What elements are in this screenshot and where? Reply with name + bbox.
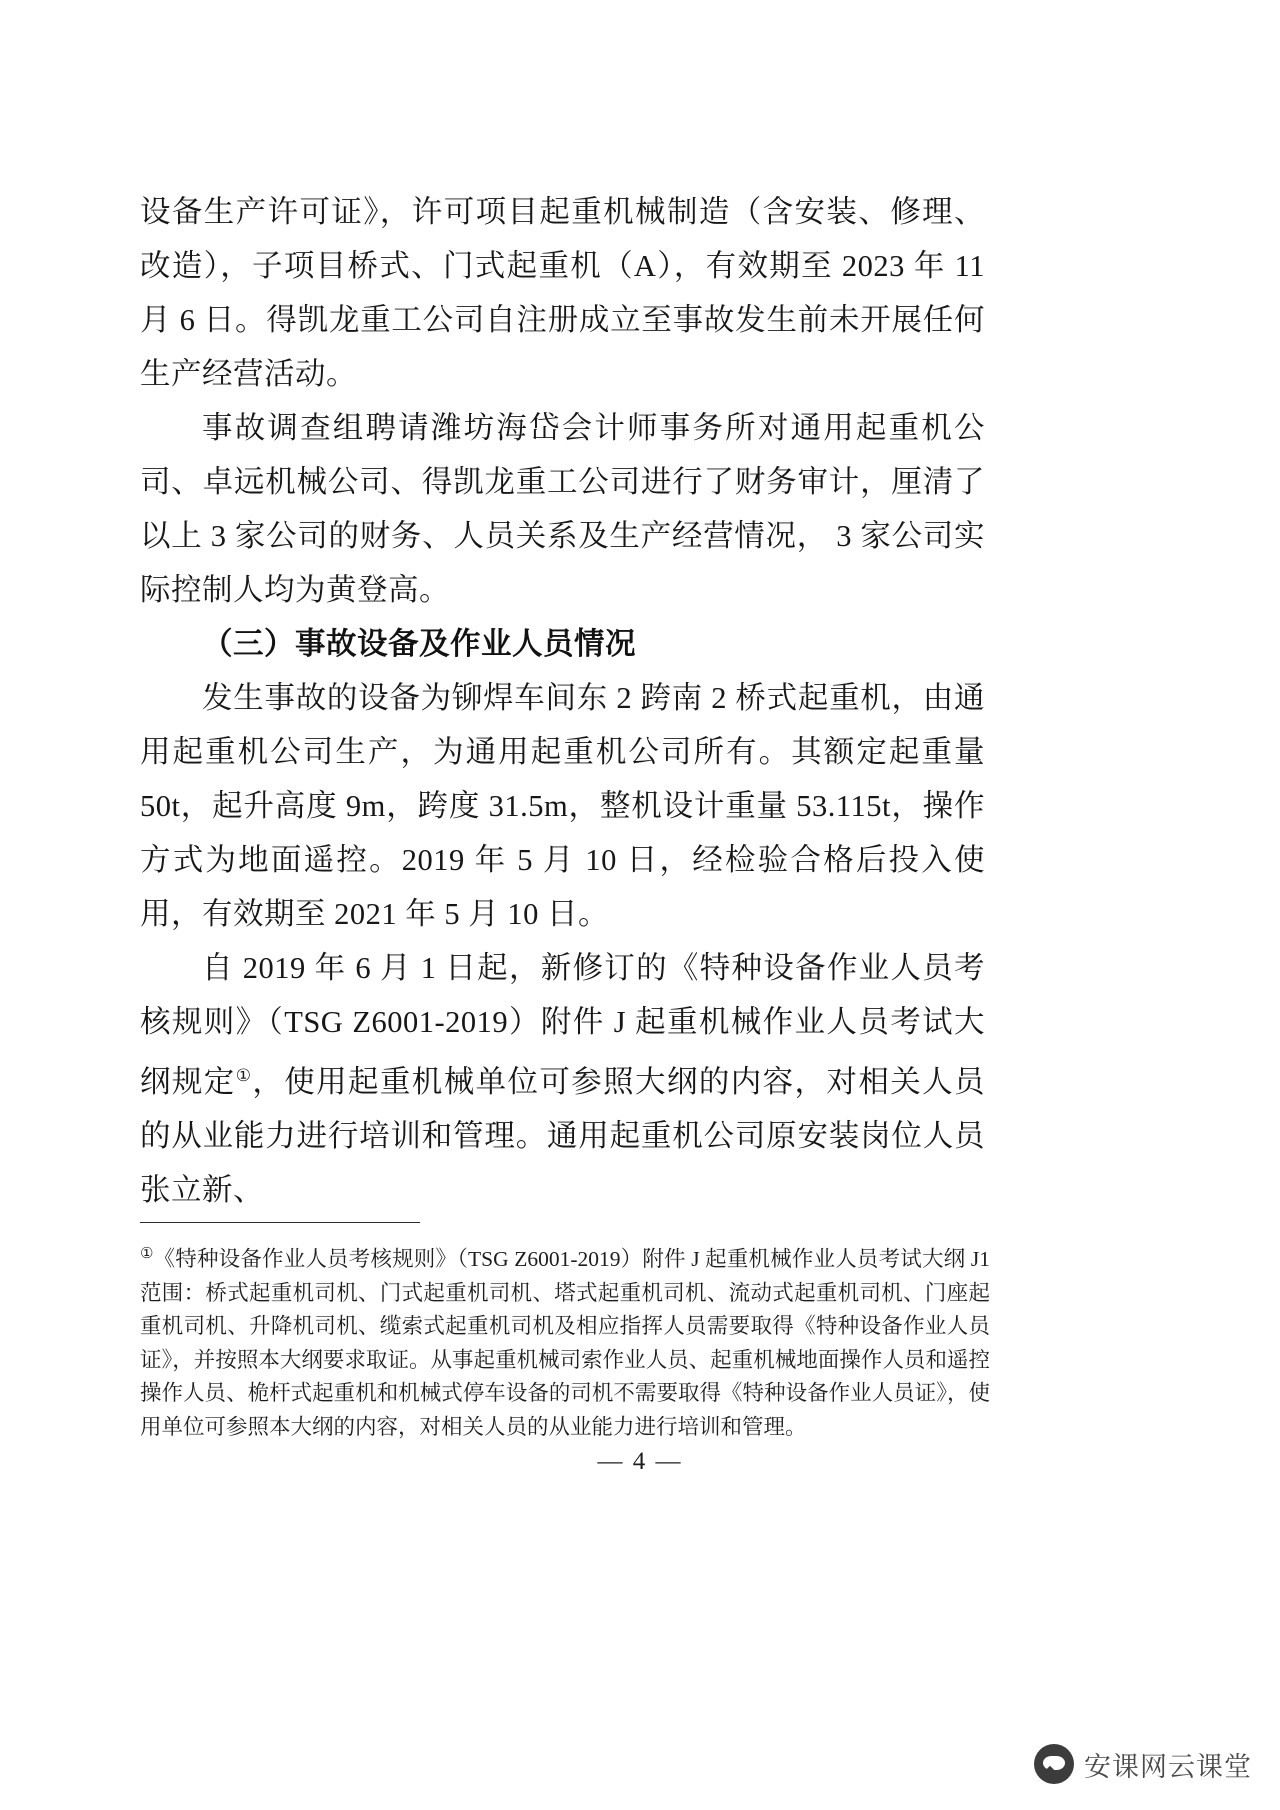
page-number: — 4 — (597, 1448, 683, 1475)
paragraph-audit: 事故调查组聘请潍坊海岱会计师事务所对通用起重机公司、卓远机械公司、得凯龙重工公司进行了财务审计，厘清了以上 3 家公司的财务、人员关系及生产经营情况， 3 家公司实际控制人均为黄登高。 (140, 411, 985, 607)
paragraph-rules-after: ，使用起重机械单位可参照大纲的内容，对相关人员的从业能力进行培训和管理。通用起重机公司原安装岗位人员张立新、 (140, 1065, 985, 1208)
paragraph-continued: 设备生产许可证》，许可项目起重机械制造（含安装、修理、改造），子项目桥式、门式起重机（A），有效期至 2023 年 11 月 6 日。得凯龙重工公司自注册成立至事故发生前未开展任何生产经营活动。 (140, 195, 985, 391)
watermark (1034, 1744, 1252, 1784)
paragraph-rules-before: 自 2019 年 6 月 1 日起，新修订的《特种设备作业人员考核规则》（TSG Z6001-2019）附件 J 起重机械作业人员考试大纲规定 (140, 951, 985, 1100)
watermark-label: 安课网云课堂 (1084, 1751, 1252, 1782)
footnote-reference-marker: ① (235, 1066, 253, 1085)
page-content (140, 185, 985, 1217)
section-heading: （三）事故设备及作业人员情况 (202, 627, 636, 661)
paragraph-rules (140, 941, 985, 1217)
footnote-block (140, 1238, 990, 1444)
wechat-icon (1034, 1744, 1074, 1784)
footnote-text: 《特种设备作业人员考核规则》（TSG Z6001-2019）附件 J 起重机械作业人员考试大纲 J1 范围：桥式起重机司机、门式起重机司机、塔式起重机司机、流动式起重机司机、门座起重机司机、升降机司机、缆索式起重机司机及相应指挥人员需要取得《特种设备作业人员证》，并按照本大纲要求取证。从事起重机械司索作业人员、起重机械地面操作人员和遥控操作人员、桅杆式起重机和机械式停车设备的司机不需要取得《特种设备作业人员证》，使用单位可参照本大纲的内容，对相关人员的从业能力进行培训和管理。 (140, 1247, 990, 1439)
paragraph-equipment: 发生事故的设备为铆焊车间东 2 跨南 2 桥式起重机，由通用起重机公司生产，为通用起重机公司所有。其额定起重量 50t，起升高度 9m，跨度 31.5m，整机设计重量 53.115t，操作方式为地面遥控。2019 年 5 月 10 日，经检验合格后投入使用，有效期至 2021 年 5 月 10 日。 (140, 681, 985, 931)
footnote-separator (140, 1222, 420, 1223)
footnote-marker: ① (140, 1246, 154, 1262)
